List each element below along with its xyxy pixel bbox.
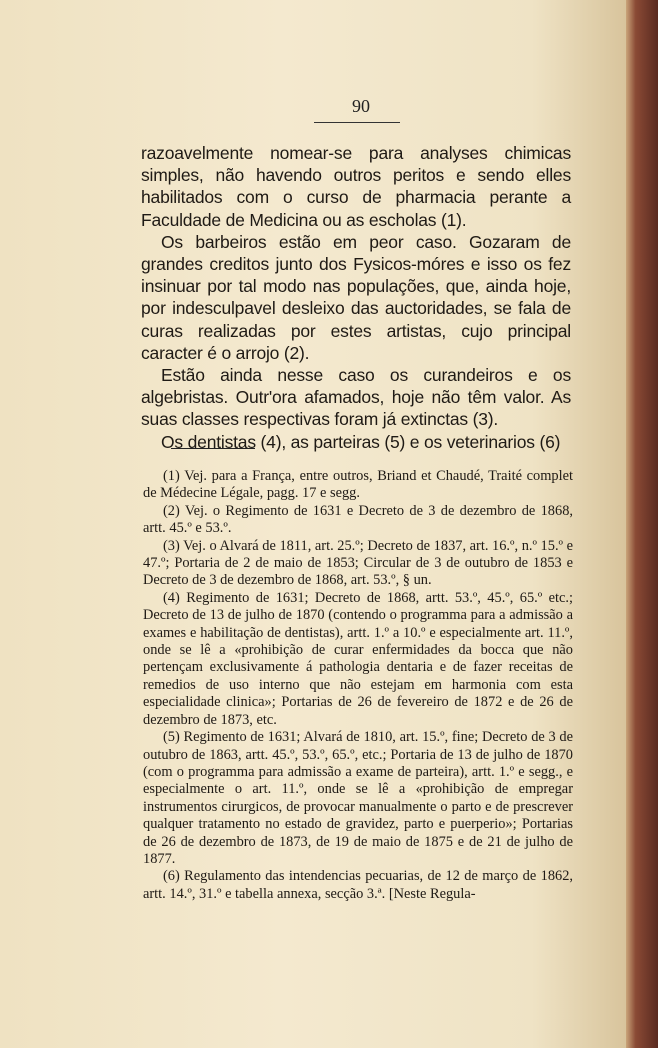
paragraph: razoavelmente nomear-se para analyses chimicas simples, não havendo outros peritos e sendo elles habilitados com o curso de pharmacia perante a Faculdade de Medicina ou as escholas (1). — [141, 143, 571, 230]
footnote-4: (4) Regimento de 1631; Decreto de 1868, artt. 53.º, 45.º, 65.º etc.; Decreto de 13 de julho de 1870 (contendo o programma para a admissão a exames e habilitação de dentistas), artt. 1.º a 10.º e especialmente art. 11.º, onde se lê a «prohibição de curar enfermidades da bocca que não pertençam exclusivamente á pathologia dentaria e de fazer receitas de remedios de uso interno que não estejam em harmonia com esta especialidade clinica»; Portarias de 26 de fevereiro de 1872 e de 26 de dezembro de 1873, etc. — [143, 589, 573, 728]
footnote-2: (2) Vej. o Regimento de 1631 e Decreto de 3 de dezembro de 1868, artt. 45.º e 53.º. — [143, 502, 573, 537]
footnote-1: (1) Vej. para a França, entre outros, Briand et Chaudé, Traité complet de Médecine Légale, pagg. 17 e segg. — [143, 468, 573, 502]
footnote-separator — [171, 448, 255, 449]
main-text — [141, 142, 571, 453]
footnote-3: (3) Vej. o Alvará de 1811, art. 25.º; Decreto de 1837, art. 16.º, n.º 15.º e 47.º; Portaria de 2 de maio de 1853; Circular de 3 de outubro de 1853 e Decreto de 3 de dezembro de 1868, art. 53.º, § un. — [143, 537, 573, 589]
footnote-6: (6) Regulamento das intendencias pecuarias, de 12 de março de 1862, artt. 14.º, 31.º e tabella annexa, secção 3.ª. [Neste Regula- — [143, 868, 573, 902]
header-rule — [314, 122, 400, 123]
page-number: 90 — [352, 96, 370, 116]
book-edge — [626, 0, 658, 1048]
paragraph: Os dentistas (4), as parteiras (5) e os veterinarios (6) — [161, 431, 561, 452]
paragraph: Estão ainda nesse caso os curandeiros e os algebristas. Outr'ora afamados, hoje não têm valor. As suas classes respectivas foram já extinctas (3). — [141, 365, 571, 430]
footnote-5: (5) Regimento de 1631; Alvará de 1810, art. 15.º, fine; Decreto de 3 de outubro de 1863, artt. 45.º, 53.º, 65.º, etc.; Portaria de 13 de julho de 1870 (com o programma para admissão a exame de parteira), artt. 1.º e segg., e especialmente o art. 11.º, onde se lê a «prohibição de empregar instrumentos cirurgicos, de provocar manualmente o parto e de prescrever qualquer tratamento no estado de gravidez, parto e puerperio»; Portarias de 26 de dezembro de 1873, de 19 de maio de 1875 e de 21 de julho de 1877. — [143, 729, 573, 867]
paragraph: Os barbeiros estão em peor caso. Gozaram de grandes creditos junto dos Fysicos-móres e isso os fez insinuar por tal modo nas populações, que, ainda hoje, por indesculpavel desleixo das auctoridades, se fala de curas realizadas por estes artistas, cujo principal caracter é o arrojo (2). — [141, 231, 571, 363]
footnotes — [143, 468, 573, 903]
